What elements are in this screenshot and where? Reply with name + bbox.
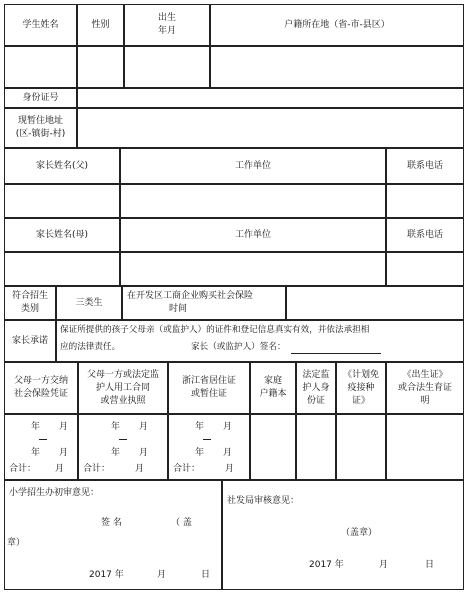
- period-to-year: 年: [111, 448, 121, 458]
- commitment-text-line1: 保证所提供的孩子父母亲（或监护人）的证件和登记信息真实有效，并依法承担相: [60, 325, 370, 335]
- period-from-year: 年: [111, 422, 121, 432]
- period-separator: [119, 439, 127, 440]
- birth-label-line2: 年月: [157, 26, 176, 36]
- period-total-unit: 月: [135, 464, 145, 474]
- period-to-year: 年: [31, 448, 41, 458]
- birth-header: [124, 4, 210, 46]
- guardian-sign-line[interactable]: [291, 353, 381, 354]
- commitment-header: [4, 320, 56, 362]
- school-sign-label: 签 名: [101, 518, 122, 528]
- category-label-line1: 符合招生: [11, 291, 48, 301]
- doc-col5-line2: 护人身: [302, 382, 330, 393]
- doc-col3-line2: 或暂住证: [190, 389, 227, 399]
- doc-col2-line3: 或营业执照: [100, 395, 146, 406]
- school-opinion-title: 小学招生办初审意见：: [9, 488, 100, 498]
- insurance-period-cell[interactable]: [4, 414, 78, 480]
- birth-field[interactable]: [124, 46, 210, 88]
- commitment-label: 家长承诺: [11, 335, 48, 346]
- category-value: [56, 286, 122, 320]
- period-total-label: 合计：: [173, 464, 201, 474]
- mother-name-field[interactable]: [4, 252, 120, 286]
- gender-label: 性别: [91, 19, 110, 30]
- bureau-date-month: 月: [379, 560, 389, 570]
- doc-col6-line1: 《计划免: [342, 369, 379, 380]
- insurance-time-line1: 在开发区工商企业购买社会保险: [127, 291, 254, 301]
- birth-label-line1: 出生: [157, 13, 176, 23]
- doc-col1-line2: 社会保险凭证: [13, 389, 68, 399]
- category-label-line2: 类别: [20, 304, 39, 314]
- residence-permit-period-cell[interactable]: [168, 414, 250, 480]
- doc-col-contract: [78, 362, 168, 414]
- period-total-unit: 月: [225, 464, 235, 474]
- doc-col1-line1: 父母一方交纳: [13, 376, 68, 386]
- period-from-month: 月: [223, 422, 233, 432]
- mother-name-header: [4, 218, 120, 252]
- doc-col-household-register: [250, 362, 296, 414]
- period-to-month: 月: [139, 448, 149, 458]
- insurance-time-field[interactable]: [286, 286, 464, 320]
- insurance-time-line2: 时间: [169, 304, 188, 314]
- school-stamp-close: 章）: [7, 538, 26, 548]
- category-header: [4, 286, 56, 320]
- father-name-label: 家长姓名(父): [35, 160, 89, 171]
- mother-work-label: 工作单位: [234, 229, 271, 240]
- gender-header: [77, 4, 124, 46]
- bureau-date-year: 2017 年: [309, 560, 344, 570]
- commitment-text-line2: 应的法律责任。: [60, 342, 121, 352]
- doc-col3-line1: 浙江省居住证: [181, 376, 236, 386]
- commitment-statement: [56, 320, 464, 362]
- bureau-date-day: 日: [425, 560, 435, 570]
- period-from-month: 月: [59, 422, 69, 432]
- household-register-check[interactable]: [250, 414, 296, 480]
- gender-field[interactable]: [77, 46, 124, 88]
- school-date-year: 2017 年: [89, 570, 124, 580]
- mother-work-header: [120, 218, 386, 252]
- residence-field[interactable]: [210, 46, 464, 88]
- period-to-month: 月: [223, 448, 233, 458]
- id-number-field[interactable]: [77, 88, 464, 108]
- doc-col-guardian-id: [296, 362, 336, 414]
- father-work-field[interactable]: [120, 184, 386, 218]
- doc-col-vaccination: [336, 362, 386, 414]
- school-stamp-open: （ 盖: [171, 518, 192, 528]
- period-from-year: 年: [31, 422, 41, 432]
- father-phone-label: 联系电话: [406, 160, 443, 171]
- period-total-unit: 月: [55, 464, 65, 474]
- period-to-month: 月: [59, 448, 69, 458]
- mother-name-label: 家长姓名(母): [35, 229, 89, 240]
- father-work-label: 工作单位: [234, 160, 271, 171]
- doc-col2-line1: 父母一方或法定监: [86, 369, 159, 380]
- insurance-time-header: [122, 286, 286, 320]
- guardian-sign-label: 家长（或监护人）签名：: [191, 342, 286, 352]
- residence-label: 户籍所在地（省-市-县区）: [284, 19, 390, 30]
- period-separator: [39, 439, 47, 440]
- bureau-opinion-box[interactable]: [222, 480, 464, 590]
- father-name-field[interactable]: [4, 184, 120, 218]
- mother-work-field[interactable]: [120, 252, 386, 286]
- bureau-stamp: （盖章）: [341, 528, 378, 538]
- period-from-month: 月: [139, 422, 149, 432]
- school-date-day: 日: [201, 570, 211, 580]
- period-total-label: 合计：: [83, 464, 111, 474]
- mother-phone-field[interactable]: [386, 252, 464, 286]
- doc-col7-line2: 或合法生育证: [397, 382, 452, 393]
- father-work-header: [120, 148, 386, 184]
- student-name-label: 学生姓名: [22, 19, 59, 30]
- doc-col4-line2: 户籍本: [259, 389, 287, 399]
- address-label-line2: (区-镇街-村): [15, 129, 66, 139]
- id-number-header: [4, 88, 77, 108]
- doc-col6-line3: 证》: [351, 395, 370, 406]
- doc-col-residence-permit: [168, 362, 250, 414]
- id-number-label: 身份证号: [22, 92, 59, 103]
- father-phone-header: [386, 148, 464, 184]
- period-to-year: 年: [195, 448, 205, 458]
- doc-col4-line1: 家庭: [263, 376, 282, 386]
- guardian-id-check[interactable]: [296, 414, 336, 480]
- school-opinion-box[interactable]: [4, 480, 222, 590]
- period-from-year: 年: [195, 422, 205, 432]
- mother-phone-header: [386, 218, 464, 252]
- contract-period-cell[interactable]: [78, 414, 168, 480]
- doc-col5-line1: 法定监: [302, 369, 330, 380]
- father-name-header: [4, 148, 120, 184]
- doc-col5-line3: 份证: [306, 395, 325, 406]
- birth-certificate-check[interactable]: [386, 414, 464, 480]
- address-field[interactable]: [77, 108, 464, 148]
- doc-col6-line2: 疫接种: [347, 382, 375, 393]
- category-value-text: 三类生: [75, 297, 103, 308]
- doc-col-birth-certificate: [386, 362, 464, 414]
- doc-col7-line3: 明: [420, 395, 430, 406]
- student-name-header: [4, 4, 77, 46]
- address-header: [4, 108, 77, 148]
- residence-header: [210, 4, 464, 46]
- school-date-month: 月: [157, 570, 167, 580]
- period-total-label: 合计：: [9, 464, 37, 474]
- doc-col2-line2: 护人用工合同: [95, 382, 150, 393]
- period-separator: [203, 439, 211, 440]
- father-phone-field[interactable]: [386, 184, 464, 218]
- doc-col-insurance: [4, 362, 78, 414]
- vaccination-check[interactable]: [336, 414, 386, 480]
- doc-col7-line1: 《出生证》: [402, 369, 448, 380]
- student-name-field[interactable]: [4, 46, 77, 88]
- address-label-line1: 现暂住地址: [17, 116, 63, 126]
- bureau-opinion-title: 社发局审核意见：: [227, 496, 300, 506]
- mother-phone-label: 联系电话: [406, 229, 443, 240]
